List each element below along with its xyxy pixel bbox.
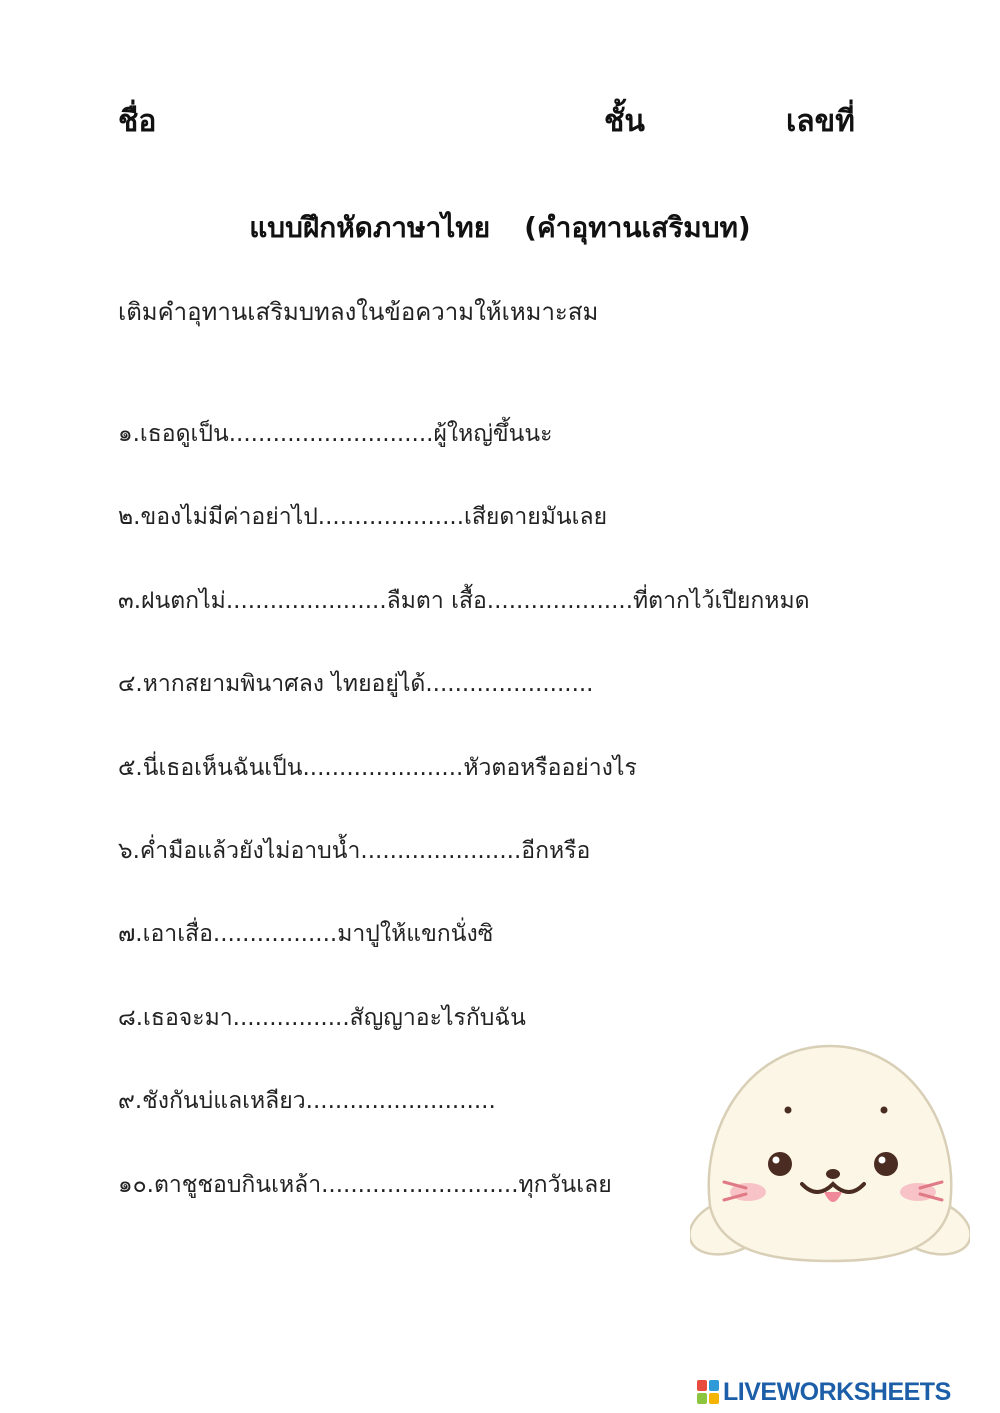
question-item: ๒.ของไม่มีค่าอย่าไป....................เสียดายมันเลย: [118, 504, 608, 531]
seal-body: [709, 1046, 952, 1261]
question-item: ๘.เธอจะมา................สัญญาอะไรกับฉัน: [118, 1004, 526, 1031]
question-item: ๕.นี่เธอเห็นฉันเป็น......................หัวตอหรืออย่างไร: [118, 754, 637, 781]
worksheet-title: [0, 206, 1000, 250]
seal-eye: [768, 1152, 792, 1176]
seal-brow-dot: [881, 1107, 888, 1114]
title-main: แบบฝึกหัดภาษาไทย: [249, 211, 491, 244]
seal-eye-shine: [773, 1157, 780, 1164]
instruction-text: เติมคำอุทานเสริมบทลงในข้อความให้เหมาะสม: [118, 298, 599, 326]
liveworksheets-logo-icon: [697, 1380, 719, 1404]
student-number-label: เลขที่: [786, 104, 855, 139]
liveworksheets-logo: [697, 1378, 951, 1406]
question-item: ๙.ชังกันบ่แลเหลียว..........................: [118, 1088, 496, 1115]
question-item: ๑.เธอดูเป็น............................ผู้ใหญ่ขึ้นนะ: [118, 421, 553, 447]
question-item: ๔.หากสยามพินาศลง ไทยอยู่ได้.......................: [118, 671, 594, 698]
class-label: ชั้น: [604, 104, 645, 139]
seal-brow-dot: [785, 1107, 792, 1114]
seal-nose: [826, 1169, 840, 1179]
question-item: ๓.ฝนตกไม่......................ลืมตา เสื้อ....................ที่ตากไว้เปียกหมด: [118, 587, 810, 614]
liveworksheets-brand-text: LIVEWORKSHEETS: [723, 1377, 951, 1406]
question-item: ๑๐.ตาชูชอบกินเหล้า...........................ทุกวันเลย: [118, 1171, 612, 1198]
seal-eye: [874, 1152, 898, 1176]
seal-cartoon-icon: [690, 1036, 970, 1266]
title-sub: (คำอุทานเสริมบท): [524, 211, 751, 244]
question-item: ๗.เอาเสื่อ.................มาปูให้แขกนั่งซิ: [118, 921, 494, 948]
name-label: ชื่อ: [118, 104, 157, 139]
question-item: ๖.ค่ำมือแล้วยังไม่อาบน้ำ......................อีกหรือ: [118, 837, 591, 864]
seal-eye-shine: [879, 1157, 886, 1164]
